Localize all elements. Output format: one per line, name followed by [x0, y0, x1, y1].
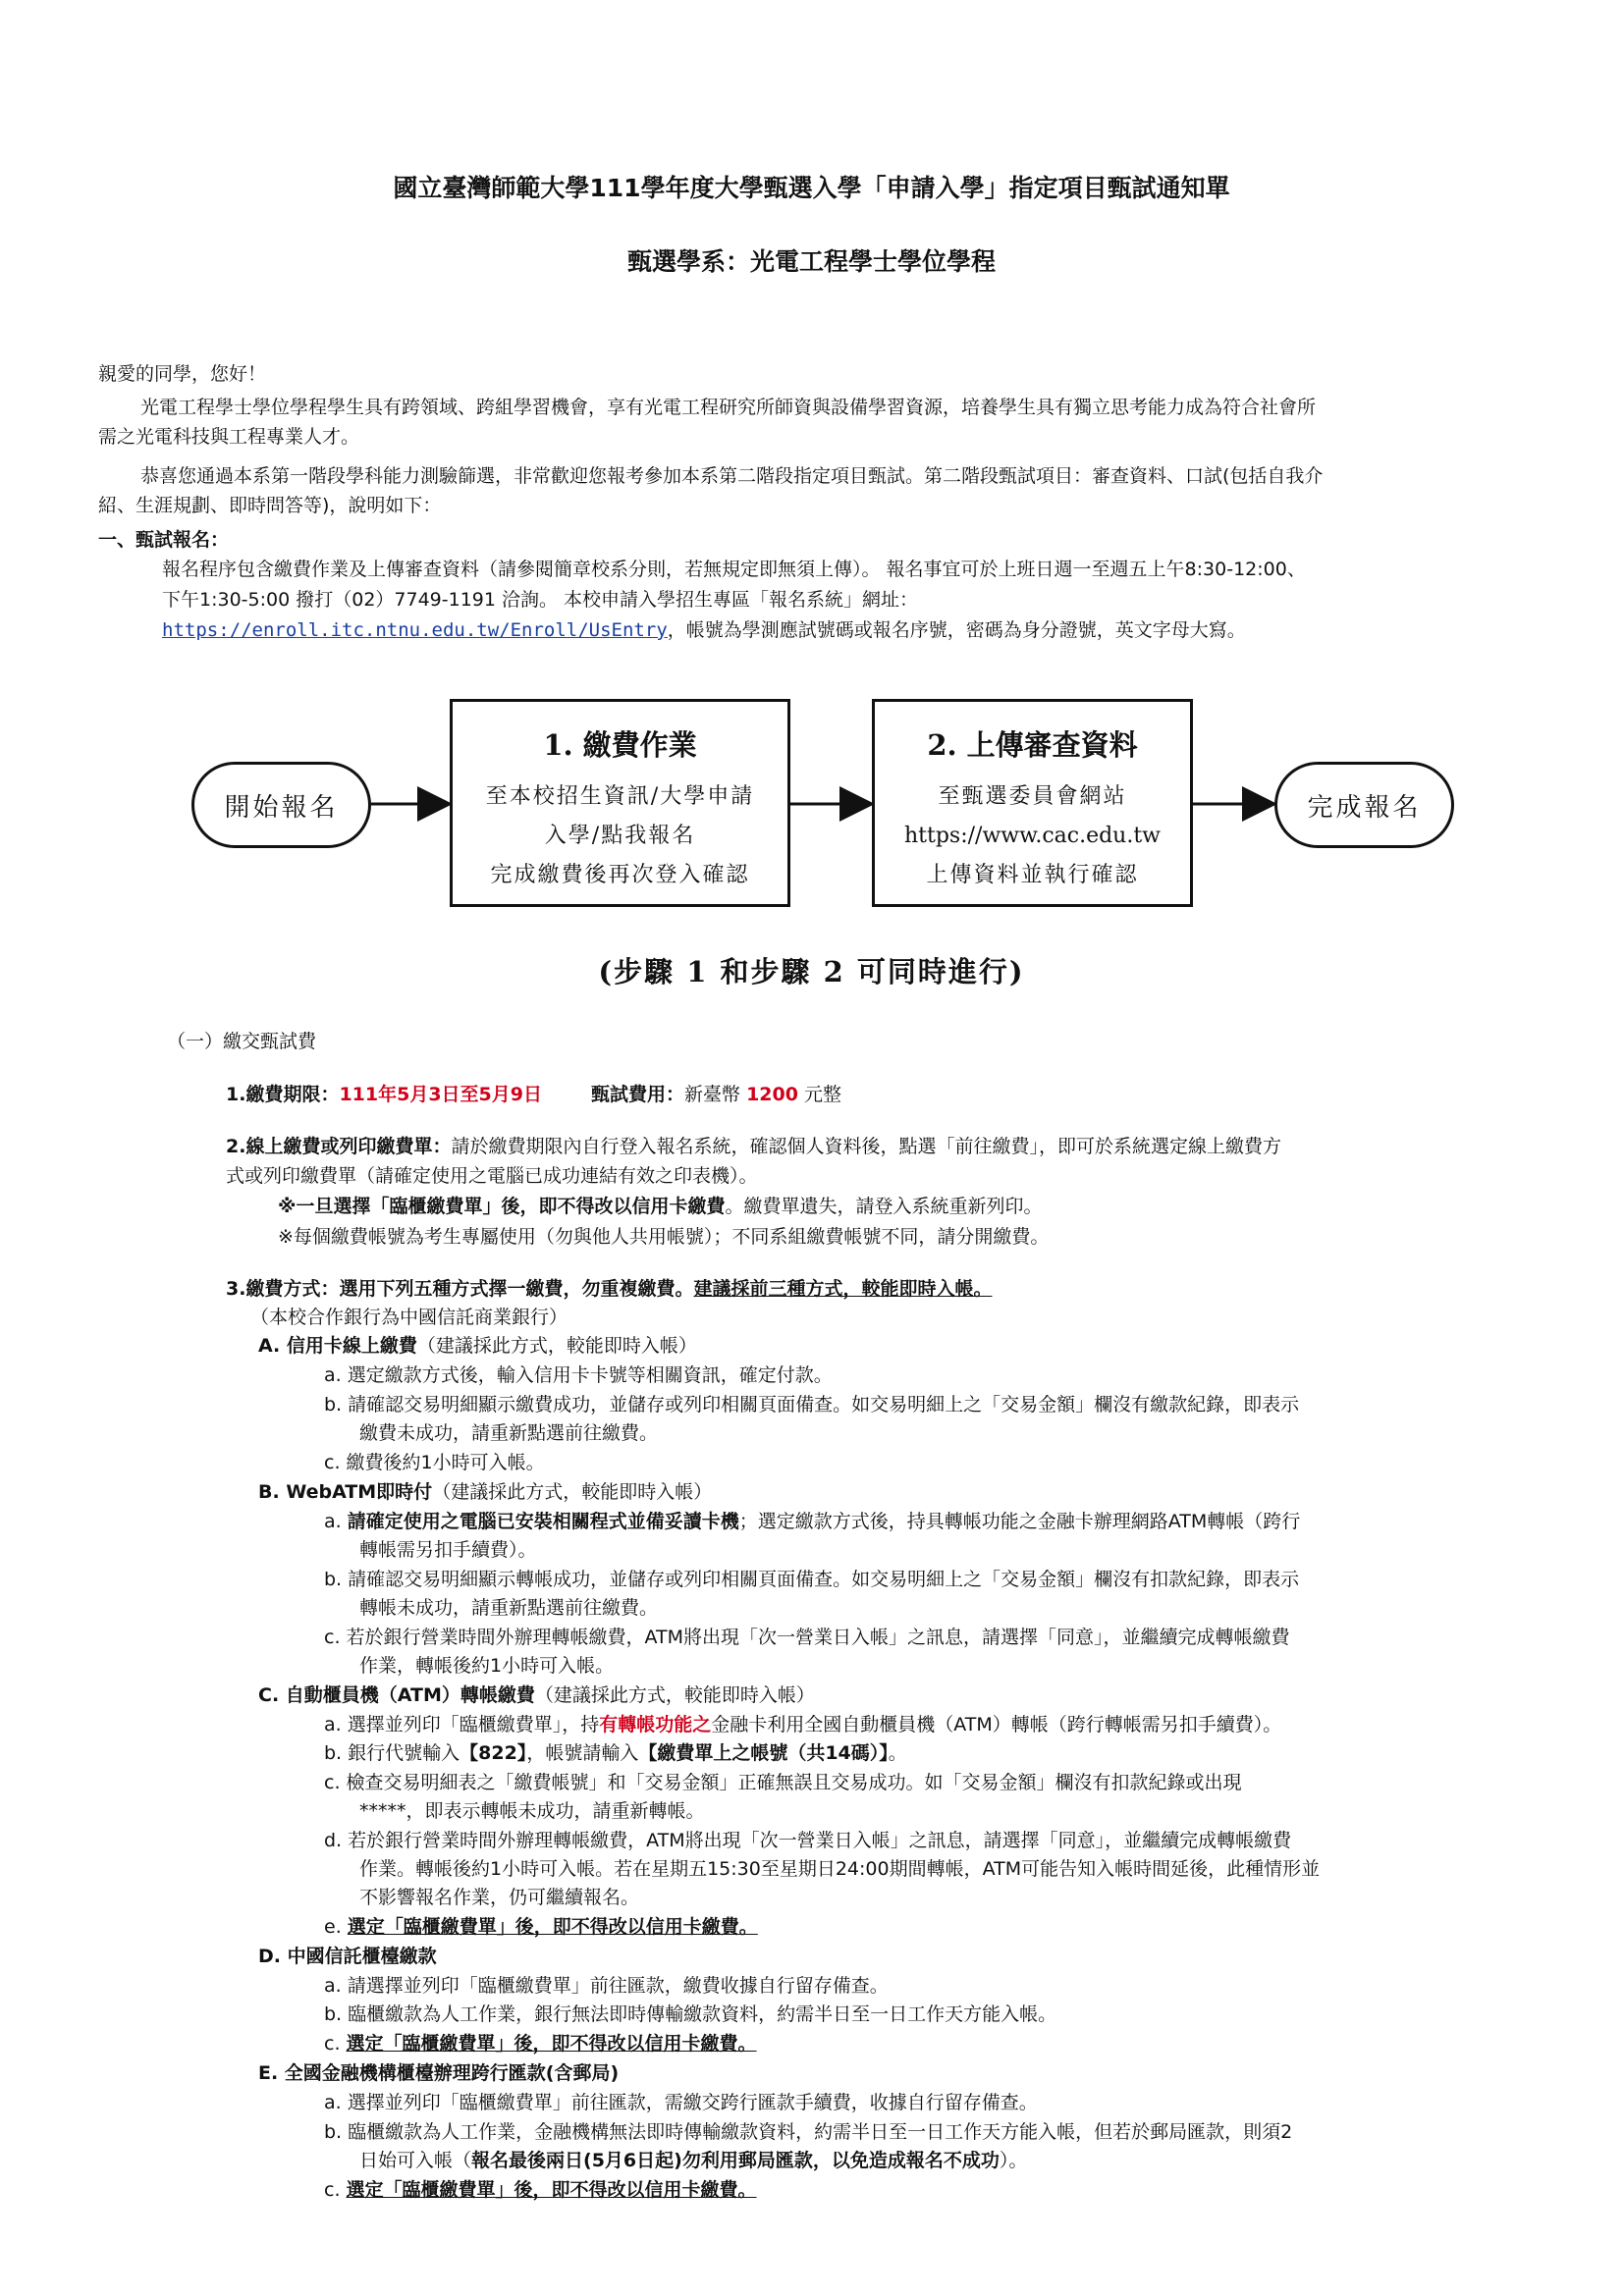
method-b-a [324, 1507, 1300, 1536]
bank-note: （本校合作銀行為中國信託商業銀行） [250, 1307, 568, 1328]
section1-line2: 下午1:30-5:00 撥打（02）7749-1191 洽詢。 本校申請入學招生專區「報名系統」網址： [162, 589, 919, 611]
intro-p2-line1: 恭喜您通過本系第一階段學科能力測驗篩選，非常歡迎您報考參加本系第二階段指定項目甄試。第二階段甄試項目：審查資料、口試(包括自我介 [140, 465, 1324, 487]
method-c-a-pre: a. 選擇並列印「臨櫃繳費單」，持 [324, 1714, 600, 1735]
method-b-a2: 轉帳需另扣手續費）。 [359, 1539, 537, 1561]
method-e-b2-pre: 日始可入帳（ [359, 2150, 472, 2171]
method-e-title: E. 全國金融機構櫃檯辦理跨行匯款(含郵局) [258, 2062, 620, 2084]
fee-period-line [226, 1080, 841, 1109]
method-c-a-red: 有轉帳功能之 [599, 1714, 712, 1735]
method-c-d3: 不影響報名作業，仍可繼續報名。 [359, 1887, 640, 1908]
method-e-c [324, 2175, 757, 2205]
flow-step1-box [450, 699, 790, 907]
method-d-a: a. 請選擇並列印「臨櫃繳費單」前往匯款，繳費收據自行留存備查。 [324, 1975, 889, 1997]
fee-amount-prefix: 新臺幣 [684, 1084, 747, 1105]
method-d-c-prefix: c. [324, 2033, 347, 2055]
method-c-b-mid: ，帳號請輸入 [526, 1742, 639, 1764]
method-c-title-line [258, 1681, 815, 1710]
online-label: 2.線上繳費或列印繳費單： [226, 1136, 452, 1157]
method-c-e-prefix: e. [324, 1916, 348, 1938]
method-b-a-rest: ；選定繳款方式後，持具轉帳功能之金融卡辦理網路ATM轉帳（跨行 [738, 1511, 1301, 1532]
method-c-b-acct: 【繳費單上之帳號（共14碼）】 [638, 1742, 889, 1764]
method-a-b1: b. 請確認交易明細顯示繳費成功，並儲存或列印相關頁面備查。如交易明細上之「交易金額」欄沒有繳款紀錄，即表示 [324, 1394, 1300, 1415]
step1-line3: 完成繳費後再次登入確認 [490, 863, 750, 887]
fee-period-label: 1.繳費期限： [226, 1084, 340, 1105]
method-e-c-prefix: c. [324, 2179, 347, 2201]
method-b-a-bold: 請確定使用之電腦已安裝相關程式並備妥讀卡機 [347, 1511, 739, 1532]
method-b-a-prefix: a. [324, 1511, 348, 1532]
step2-line2: https://www.cac.edu.tw [903, 824, 1162, 848]
section1-heading: 一、甄試報名： [98, 529, 230, 551]
method-c-c2: *****，即表示轉帳未成功，請重新轉帳。 [359, 1800, 705, 1822]
fee-note1-rest: 。繳費單遺失，請登入系統重新列印。 [725, 1196, 1043, 1217]
method-d-c-text: 選定「臨櫃繳費單」後，即不得改以信用卡繳費。 [346, 2033, 757, 2055]
intro-p1-line1: 光電工程學士學位學程學生具有跨領域、跨組學習機會，享有光電工程研究所師資與設備學習資源，培養學生具有獨立思考能力成為符合社會所 [140, 397, 1317, 418]
method-b-b1: b. 請確認交易明細顯示轉帳成功，並儲存或列印相關頁面備查。如交易明細上之「交易金額」欄沒有扣款紀錄，即表示 [324, 1569, 1300, 1590]
step1-line1: 至本校招生資訊/大學申請 [485, 784, 755, 809]
method-c-d1: d. 若於銀行營業時間外辦理轉帳繳費，ATM將出現「次一營業日入帳」之訊息，請選擇「同意」，並繼續完成轉帳繳費 [324, 1830, 1292, 1851]
step2-title: 2. 上傳審查資料 [927, 728, 1138, 762]
fee-note1 [278, 1192, 1043, 1221]
method-b-title: B. WebATM即時付 [258, 1481, 433, 1503]
fee-period-value: 111年5月3日至5月9日 [339, 1084, 542, 1105]
method-a-b2: 繳費未成功，請重新點選前往繳費。 [359, 1422, 659, 1444]
flow-end-node: 完成報名 [1274, 762, 1454, 848]
flow-note: (步驟 1 和步驟 2 可同時進行) [598, 955, 1025, 988]
method-a-a: a. 選定繳款方式後，輸入信用卡卡號等相關資訊，確定付款。 [324, 1364, 833, 1386]
method-b-c2: 作業，轉帳後約1小時可入帳。 [359, 1655, 615, 1677]
method-a-c: c. 繳費後約1小時可入帳。 [324, 1452, 545, 1473]
method-c-b [324, 1738, 907, 1768]
section1-line3-tail: ，帳號為學測應試號碼或報名序號，密碼為身分證號，英文字母大寫。 [667, 619, 1246, 641]
step2-line1: 至甄選委員會網站 [938, 784, 1127, 809]
online-text2: 式或列印繳費單（請確定使用之電腦已成功連結有效之印表機）。 [226, 1165, 758, 1187]
document-title: 國立臺灣師範大學111學年度大學甄選入學「申請入學」指定項目甄試通知單 [393, 174, 1230, 202]
method-e-b1: b. 臨櫃繳款為人工作業，金融機構無法即時傳輸繳款資料，約需半日至一日工作天方能入帳，但若於郵局匯款，則須2 [324, 2121, 1293, 2143]
intro-p2-line2: 紹、生涯規劃、即時問答等)，說明如下： [98, 495, 442, 516]
method-a-title: A. 信用卡線上繳費 [258, 1335, 417, 1357]
method-e-c-text: 選定「臨櫃繳費單」後，即不得改以信用卡繳費。 [346, 2179, 757, 2201]
section1-line1: 報名程序包含繳費作業及上傳審查資料（請參閱簡章校系分則，若無規定即無須上傳）。 報名事宜可於上班日週一至週五上午8:30-12:00、 [162, 559, 1306, 580]
method-e-a: a. 選擇並列印「臨櫃繳費單」前往匯款，需繳交跨行匯款手續費，收據自行留存備查。 [324, 2092, 1038, 2113]
method-d-title: D. 中國信託櫃檯繳款 [258, 1946, 437, 1967]
fee-amount-label: 甄試費用： [591, 1084, 685, 1105]
enroll-url-link[interactable]: https://enroll.itc.ntnu.edu.tw/Enroll/UsEntry [162, 619, 668, 641]
online-text1: 請於繳費期限內自行登入報名系統，確認個人資料後，點選「前往繳費」，即可於系統選定線上繳費方 [451, 1136, 1281, 1157]
step2-line3: 上傳資料並執行確認 [926, 863, 1139, 887]
fee-amount-value: 1200 [746, 1084, 798, 1105]
fee-note2: ※每個繳費帳號為考生專屬使用（勿與他人共用帳號）；不同系組繳費帳號不同，請分開繳費。 [278, 1226, 1050, 1248]
step1-title: 1. 繳費作業 [543, 728, 697, 762]
method-c-e [324, 1912, 758, 1942]
method-c-e-text: 選定「臨櫃繳費單」後，即不得改以信用卡繳費。 [347, 1916, 758, 1938]
method-c-a-post: 金融卡利用全國自動櫃員機（ATM）轉帳（跨行轉帳需另扣手續費）。 [711, 1714, 1282, 1735]
method-c-b-code: 【822】 [460, 1742, 527, 1764]
method-b-title-line [258, 1477, 712, 1507]
method-a-note: （建議採此方式，較能即時入帳） [416, 1335, 697, 1357]
method-c-note: （建議採此方式，較能即時入帳） [534, 1684, 815, 1706]
method-c-c1: c. 檢查交易明細表之「繳費帳號」和「交易金額」正確無誤且交易成功。如「交易金額」欄沒有扣款紀錄或出現 [324, 1772, 1242, 1793]
method-e-b2-post: ）。 [999, 2150, 1028, 2171]
methods-intro-bold: 3.繳費方式：選用下列五種方式擇一繳費，勿重複繳費。 [226, 1278, 694, 1300]
method-c-b-pre: b. 銀行代號輸入 [324, 1742, 460, 1764]
methods-intro [226, 1274, 992, 1304]
flow-step2-box [872, 699, 1193, 907]
method-d-c [324, 2029, 757, 2058]
methods-intro-underline: 建議採前三種方式，較能即時入帳。 [693, 1278, 993, 1300]
method-b-c1: c. 若於銀行營業時間外辦理轉帳繳費，ATM將出現「次一營業日入帳」之訊息，請選擇「同意」，並繼續完成轉帳繳費 [324, 1627, 1290, 1648]
fee-amount-suffix: 元整 [797, 1084, 841, 1105]
method-e-b2-bold: 報名最後兩日(5月6日起)勿利用郵局匯款，以免造成報名不成功 [471, 2150, 1000, 2171]
method-c-b-post: 。 [888, 1742, 907, 1764]
method-b-b2: 轉帳未成功，請重新點選前往繳費。 [359, 1597, 659, 1619]
fee-heading: （一）繳交甄試費 [167, 1031, 317, 1052]
flow-start-node: 開始報名 [191, 762, 371, 848]
department-subtitle: 甄選學系：光電工程學士學位學程 [626, 247, 996, 276]
method-d-b: b. 臨櫃繳款為人工作業，銀行無法即時傳輸繳款資料，約需半日至一日工作天方能入帳。 [324, 2003, 1057, 2025]
step1-line2: 入學/點我報名 [544, 824, 696, 848]
method-c-a [324, 1710, 1281, 1739]
intro-p1-line2: 需之光電科技與工程專業人才。 [98, 426, 360, 448]
method-c-d2: 作業。轉帳後約1小時可入帳。若在星期五15:30至星期日24:00期間轉帳，ATM可能告知入帳時間延後，此種情形並 [359, 1858, 1321, 1880]
method-b-note: （建議採此方式，較能即時入帳） [432, 1481, 713, 1503]
method-c-title: C. 自動櫃員機（ATM）轉帳繳費 [258, 1684, 535, 1706]
greeting: 親愛的同學，您好！ [98, 363, 267, 385]
method-a-title-line [258, 1331, 697, 1361]
online-line1 [226, 1132, 1281, 1161]
method-e-b2 [359, 2146, 1027, 2175]
fee-note1-bold: ※一旦選擇「臨櫃繳費單」後，即不得改以信用卡繳費 [278, 1196, 726, 1217]
